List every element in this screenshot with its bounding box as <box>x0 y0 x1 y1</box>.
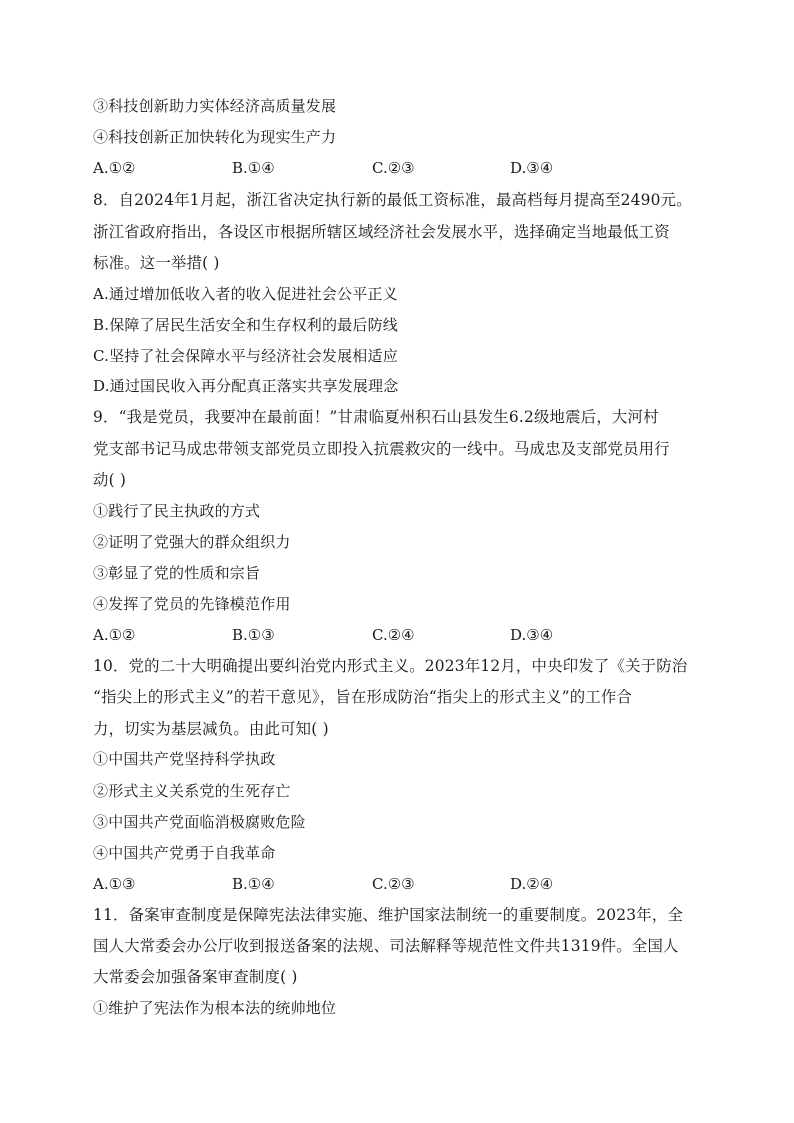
q9-option-c[interactable]: C.②④ <box>372 626 415 644</box>
q11-stem-line-3: 大常委会加强备案审查制度( ) <box>93 968 298 986</box>
q9-stem-line-1: 9．“我是党员，我要冲在最前面！”甘肃临夏州积石山县发生6.2级地震后，大河村 <box>93 408 659 426</box>
q7-option-c[interactable]: C.②③ <box>372 159 415 177</box>
q11-stem-line-1: 11．备案审查制度是保障宪法法律实施、维护国家法制统一的重要制度。2023年，全 <box>93 906 684 924</box>
q7-option-d[interactable]: D.③④ <box>510 159 554 177</box>
q11-stem-line-2: 国人大常委会办公厅收到报送备案的法规、司法解释等规范性文件共1319件。全国人 <box>93 937 679 955</box>
q7-item-3: ③科技创新助力实体经济高质量发展 <box>93 97 337 115</box>
q10-item-2: ②形式主义关系党的生死存亡 <box>93 782 291 800</box>
q9-item-2: ②证明了党强大的群众组织力 <box>93 533 291 551</box>
q10-option-b[interactable]: B.①④ <box>232 875 275 893</box>
q10-options <box>93 874 713 894</box>
q10-item-4: ④中国共产党勇于自我革命 <box>93 844 276 862</box>
q10-item-1: ①中国共产党坚持科学执政 <box>93 750 276 768</box>
q10-option-c[interactable]: C.②③ <box>372 875 415 893</box>
q7-options <box>93 158 713 178</box>
q10-option-d[interactable]: D.②④ <box>510 875 554 893</box>
q7-option-a[interactable]: A.①② <box>93 159 136 177</box>
q10-item-3: ③中国共产党面临消极腐败危险 <box>93 813 306 831</box>
q9-stem-line-3: 动( ) <box>93 471 127 489</box>
q8-stem-line-1: 8．自2024年1月起，浙江省决定执行新的最低工资标准，最高档每月提高至2490元。 <box>93 191 692 209</box>
q8-choice-a[interactable]: A.通过增加低收入者的收入促进社会公平正义 <box>93 285 398 303</box>
q9-option-a[interactable]: A.①② <box>93 626 136 644</box>
q10-stem-line-3: 力，切实为基层减负。由此可知( ) <box>93 720 329 738</box>
q9-option-b[interactable]: B.①③ <box>232 626 275 644</box>
q8-choice-b[interactable]: B.保障了居民生活安全和生存权利的最后防线 <box>93 316 398 334</box>
q7-item-4: ④科技创新正加快转化为现实生产力 <box>93 128 337 146</box>
q11-item-1: ①维护了宪法作为根本法的统帅地位 <box>93 999 337 1017</box>
q9-stem-line-2: 党支部书记马成忠带领支部党员立即投入抗震救灾的一线中。马成忠及支部党员用行 <box>93 440 670 458</box>
q9-item-4: ④发挥了党员的先锋模范作用 <box>93 595 291 613</box>
q10-stem-line-1: 10．党的二十大明确提出要纠治党内形式主义。2023年12月，中央印发了《关于防治 <box>93 657 688 675</box>
q8-choice-d[interactable]: D.通过国民收入再分配真正落实共享发展理念 <box>93 377 399 395</box>
q9-item-3: ③彰显了党的性质和宗旨 <box>93 564 261 582</box>
q8-stem-line-3: 标准。这一举措( ) <box>93 254 220 272</box>
q8-choice-c[interactable]: C.坚持了社会保障水平与经济社会发展相适应 <box>93 347 398 365</box>
q10-option-a[interactable]: A.①③ <box>93 875 136 893</box>
q8-stem-line-2: 浙江省政府指出，各设区市根据所辖区域经济社会发展水平，选择确定当地最低工资 <box>93 223 670 241</box>
q9-item-1: ①践行了民主执政的方式 <box>93 502 261 520</box>
q9-option-d[interactable]: D.③④ <box>510 626 554 644</box>
q7-option-b[interactable]: B.①④ <box>232 159 275 177</box>
q9-options <box>93 625 713 645</box>
q10-stem-line-2: “指尖上的形式主义”的若干意见》，旨在形成防治“指尖上的形式主义”的工作合 <box>93 688 633 706</box>
